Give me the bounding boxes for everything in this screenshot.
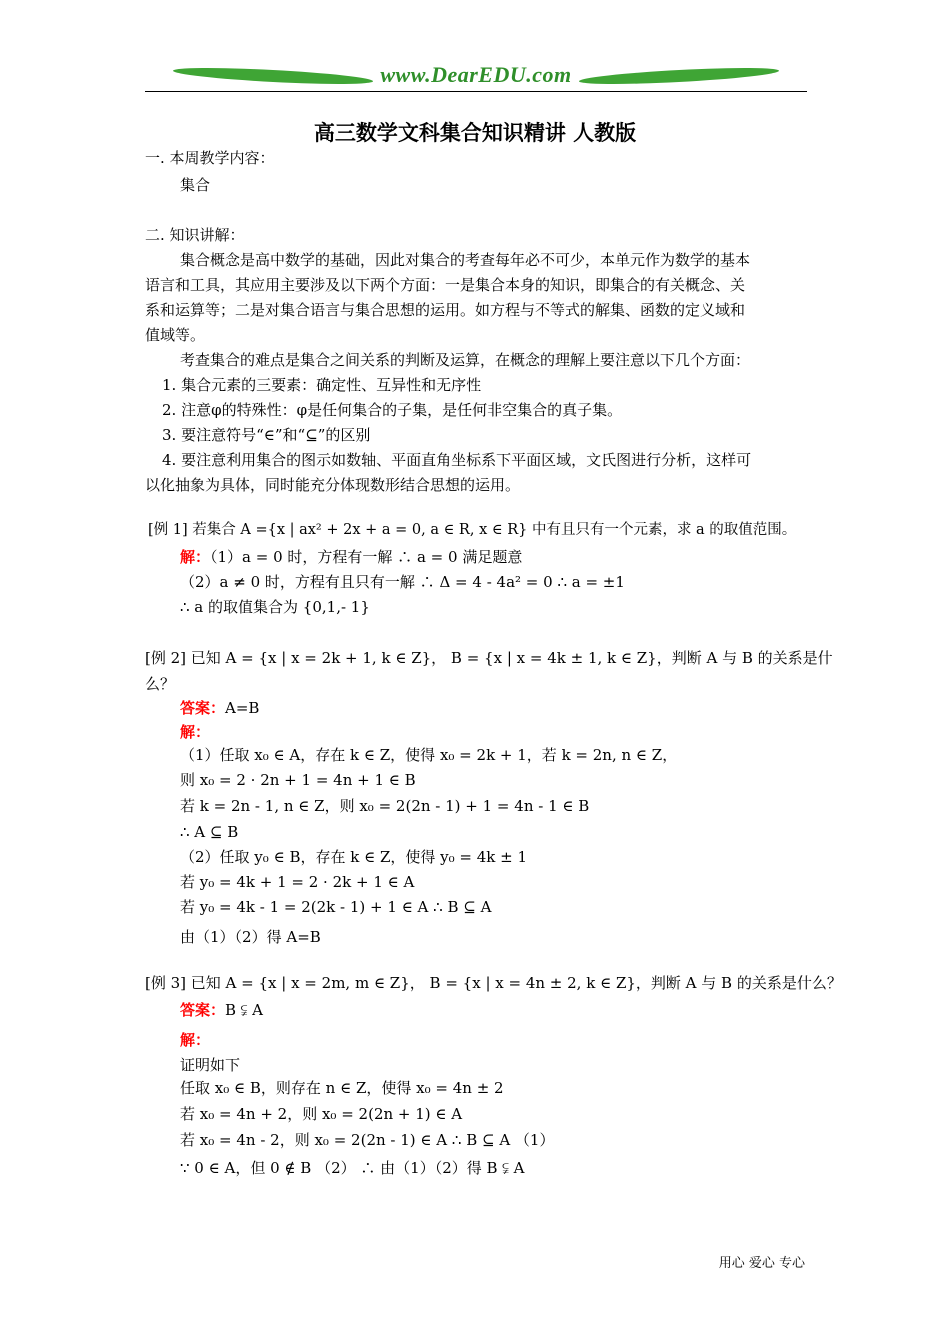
example2-solution-label: 解： (180, 723, 211, 741)
page-title: 高三数学文科集合知识精讲 人教版 (313, 120, 637, 145)
site-logo: www.DearEDU.com (145, 62, 807, 88)
list-item-4-cont: 以化抽象为具体，同时能充分体现数形结合思想的运用。 (145, 476, 521, 494)
section2-p2: 考查集合的难点是集合之间关系的判断及运算，在概念的理解上要注意以下几个方面： (180, 351, 751, 369)
example2-step3: 若 k = 2n - 1, n ∈ Z，则 x₀ = 2(2n - 1) + 1 = 4n - 1 ∈ B (180, 797, 590, 815)
section2-p1-line2: 语言和工具，其应用主要涉及以下两个方面：一是集合本身的知识，即集合的有关概念、关 (145, 276, 746, 294)
section2-p1-line1: 集合概念是高中数学的基础，因此对集合的考查每年必不可少，本单元作为数学的基本 (180, 251, 751, 269)
solution-label: 解： (180, 548, 211, 566)
list-item-3: 3. 要注意符号“∈”和“⊆”的区别 (162, 426, 371, 444)
example2-step4: ∴ A ⊆ B (180, 823, 239, 841)
example1-question: [例 1] 若集合 A ={x | ax² + 2x + a = 0, a ∈ R, x ∈ R} 中有且只有一个元素，求 a 的取值范围。 (148, 522, 797, 538)
answer-label: 答案： (180, 1001, 226, 1019)
section2-heading: 二. 知识讲解： (145, 226, 245, 244)
example2-question-line2: 么？ (145, 675, 176, 693)
header-rule (145, 91, 807, 92)
example2-answer-value: A=B (225, 699, 260, 717)
section2-p1-line4: 值域等。 (145, 326, 206, 344)
example1-step2: （2）a ≠ 0 时，方程有且只有一解 ∴ Δ = 4 - 4a² = 0 ∴ a = ±1 (180, 573, 625, 591)
list-item-1: 1. 集合元素的三要素：确定性、互异性和无序性 (162, 376, 482, 394)
example2-step7: 若 y₀ = 4k - 1 = 2(2k - 1) + 1 ∈ A ∴ B ⊆ A (180, 898, 492, 916)
example1-step3: ∴ a 的取值集合为 {0,1,- 1} (180, 598, 370, 616)
answer-label: 答案： (180, 699, 226, 717)
example2-step6: 若 y₀ = 4k + 1 = 2 · 2k + 1 ∈ A (180, 873, 415, 891)
example3-step5: ∵ 0 ∈ A，但 0 ∉ B （2） ∴ 由（1）（2）得 B ⫋ A (180, 1159, 525, 1177)
page-header (145, 60, 807, 92)
example3-step4: 若 x₀ = 4n - 2，则 x₀ = 2(2n - 1) ∈ A ∴ B ⊆ A （1） (180, 1131, 555, 1149)
example3-solution-label: 解： (180, 1031, 211, 1049)
example3-step3: 若 x₀ = 4n + 2，则 x₀ = 2(2n + 1) ∈ A (180, 1105, 463, 1123)
example2-step2: 则 x₀ = 2 · 2n + 1 = 4n + 1 ∈ B (180, 771, 416, 789)
example2-question-line1: [例 2] 已知 A = {x | x = 2k + 1, k ∈ Z}， B = {x | x = 4k ± 1, k ∈ Z}，判断 A 与 B 的关系是什 (145, 649, 833, 667)
example1-solution (180, 547, 522, 567)
example3-step1: 证明如下 (180, 1056, 241, 1074)
section1-heading: 一. 本周教学内容： (145, 149, 275, 167)
example2-step1: （1）任取 x₀ ∈ A，存在 k ∈ Z，使得 x₀ = 2k + 1，若 k = 2n, n ∈ Z， (180, 746, 678, 764)
example2-answer (180, 698, 259, 718)
section1-content: 集合 (180, 176, 211, 194)
list-item-4: 4. 要注意利用集合的图示如数轴、平面直角坐标系下平面区域，文氏图进行分析，这样可 (162, 451, 752, 469)
section2-p1-line3: 系和运算等；二是对集合语言与集合思想的运用。如方程与不等式的解集、函数的定义域和 (145, 301, 746, 319)
page-footer: 用心 爱心 专心 (718, 1256, 805, 1271)
list-item-2: 2. 注意φ的特殊性：φ是任何集合的子集，是任何非空集合的真子集。 (162, 401, 623, 419)
example2-step5: （2）任取 y₀ ∈ B，存在 k ∈ Z，使得 y₀ = 4k ± 1 (180, 848, 528, 866)
example3-answer-value: B ⫋ A (225, 1001, 264, 1019)
example3-answer (180, 1000, 263, 1020)
example3-step2: 任取 x₀ ∈ B，则存在 n ∈ Z，使得 x₀ = 4n ± 2 (180, 1079, 504, 1097)
example2-conclusion: 由（1）（2）得 A=B (180, 928, 321, 946)
example1-step1: （1）a = 0 时，方程有一解 ∴ a = 0 满足题意 (210, 548, 523, 566)
example3-question: [例 3] 已知 A = {x | x = 2m, m ∈ Z}， B = {x | x = 4n ± 2, k ∈ Z}，判断 A 与 B 的关系是什么？ (145, 974, 842, 992)
